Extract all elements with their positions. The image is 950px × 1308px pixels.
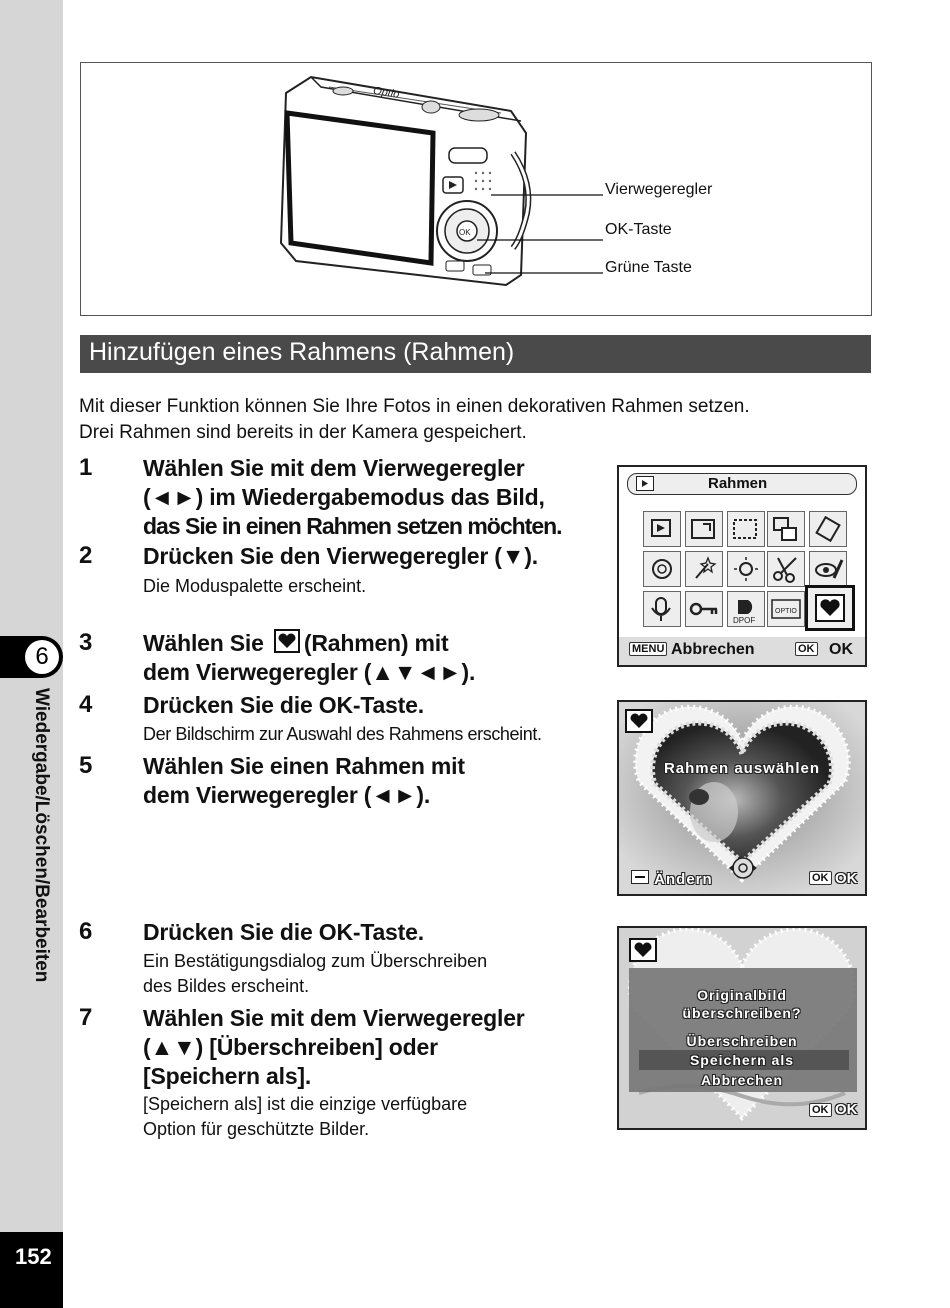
cropping-icon[interactable] <box>727 511 765 547</box>
screen-mode-palette <box>617 465 867 667</box>
chapter-number: 6 <box>25 640 59 674</box>
step-number-1: 1 <box>79 454 93 481</box>
step-number-3: 3 <box>79 629 93 656</box>
svg-text:Optio: Optio <box>372 84 401 101</box>
minus-button-icon <box>631 870 649 884</box>
step-title-4: Drücken Sie die OK-Taste. <box>143 692 424 718</box>
red-eye-wand-icon[interactable] <box>685 551 723 587</box>
ok-label: OK <box>835 1101 858 1118</box>
ok-button-label: OK <box>809 1103 832 1117</box>
resize-icon[interactable] <box>685 511 723 547</box>
step-desc-2: Die Moduspalette erscheint. <box>143 576 367 596</box>
dialog-question: Originalbild überschreiben? <box>682 987 802 1021</box>
movie-edit-scissors-icon[interactable] <box>767 551 805 587</box>
ok-label: OK <box>829 641 853 658</box>
screen-overwrite-dialog <box>617 926 867 1130</box>
intro-text: Mit dieser Funktion können Sie Ihre Fotos in einen dekorativen Rahmen setzen. Drei Rahmen sind bereits in der Kamera gespeichert. <box>79 396 750 443</box>
chapter-title: Wiedergabe/Löschen/Bearbeiten <box>31 688 52 983</box>
brightness-filter-icon[interactable] <box>727 551 765 587</box>
slideshow-icon[interactable] <box>643 511 681 547</box>
callout-four-way-controller: Vierwegeregler <box>605 181 713 198</box>
voice-memo-icon[interactable] <box>643 591 681 627</box>
svg-text:DPOF: DPOF <box>733 616 756 625</box>
step-number-4: 4 <box>79 691 93 718</box>
page-number: 152 <box>0 1232 63 1308</box>
step-desc-4: Der Bildschirm zur Auswahl des Rahmens erscheint. <box>143 724 542 744</box>
frame-mode-heart-icon <box>625 709 653 733</box>
dpof-icon[interactable] <box>727 591 765 627</box>
step-desc-7: [Speichern als] ist die einzige verfügbare Option für geschützte Bilder. <box>143 1094 468 1139</box>
option-overwrite[interactable]: Überschreiben <box>686 1033 798 1049</box>
image-copy-icon[interactable] <box>767 511 805 547</box>
option-cancel[interactable]: Abbrechen <box>700 1072 784 1088</box>
camera-figure <box>80 62 872 316</box>
ok-label: OK <box>835 870 858 887</box>
four-way-arrows-icon <box>727 852 759 884</box>
step-title-2: Drücken Sie den Vierwegeregler (▼). <box>143 543 538 569</box>
option-save-as[interactable]: Speichern als <box>689 1052 795 1068</box>
frame-composite-icon-selected[interactable] <box>805 585 855 631</box>
step-title-1: Wählen Sie mit dem Vierwegeregler (◄►) im Wiedergabemodus das Bild, das Sie in einen Rahmen setzen möchten. <box>143 455 562 539</box>
step-title-6: Drücken Sie die OK-Taste. <box>143 919 424 945</box>
camera-illustration <box>81 63 871 315</box>
change-label-group: Ändern <box>631 870 713 888</box>
step-number-5: 5 <box>79 752 93 779</box>
palette-title-bar <box>627 473 857 495</box>
svg-text:OK: OK <box>459 228 471 237</box>
startup-screen-icon[interactable] <box>767 591 805 627</box>
playback-icon <box>636 476 654 491</box>
step-number-2: 2 <box>79 542 93 569</box>
select-frame-prompt: Rahmen auswählen <box>663 760 821 777</box>
protect-key-icon[interactable] <box>685 591 723 627</box>
step-title-7: Wählen Sie mit dem Vierwegeregler (▲▼) [Überschreiben] oder [Speichern als]. <box>143 1005 525 1089</box>
step-title-3: Wählen Sie (Rahmen) mit dem Vierwegeregler (▲▼◄►). <box>143 630 476 685</box>
step-number-7: 7 <box>79 1004 93 1031</box>
ok-button-label: OK <box>795 642 818 656</box>
callout-ok-button: OK-Taste <box>605 221 672 238</box>
digital-filter-icon[interactable] <box>643 551 681 587</box>
frame-mode-heart-icon <box>629 938 657 962</box>
callout-green-button: Grüne Taste <box>605 259 692 276</box>
palette-bottom-bar <box>619 637 865 665</box>
ok-button-label: OK <box>809 871 832 885</box>
section-heading: Hinzufügen eines Rahmens (Rahmen) <box>80 335 871 373</box>
step-desc-6: Ein Bestätigungsdialog zum Überschreiben des Bildes erscheint. <box>143 951 488 996</box>
red-eye-edit-icon[interactable] <box>809 551 847 587</box>
palette-title: Rahmen <box>708 475 768 492</box>
screen-frame-selection <box>617 700 867 896</box>
menu-button-label: MENU <box>629 642 667 656</box>
svg-text:OPTIO: OPTIO <box>775 608 797 615</box>
cancel-label: Abbrechen <box>671 641 755 658</box>
step-title-5: Wählen Sie einen Rahmen mit dem Vierwegeregler (◄►). <box>143 753 465 808</box>
step-number-6: 6 <box>79 918 93 945</box>
frame-heart-icon <box>274 629 300 653</box>
image-rotation-icon[interactable] <box>809 511 847 547</box>
